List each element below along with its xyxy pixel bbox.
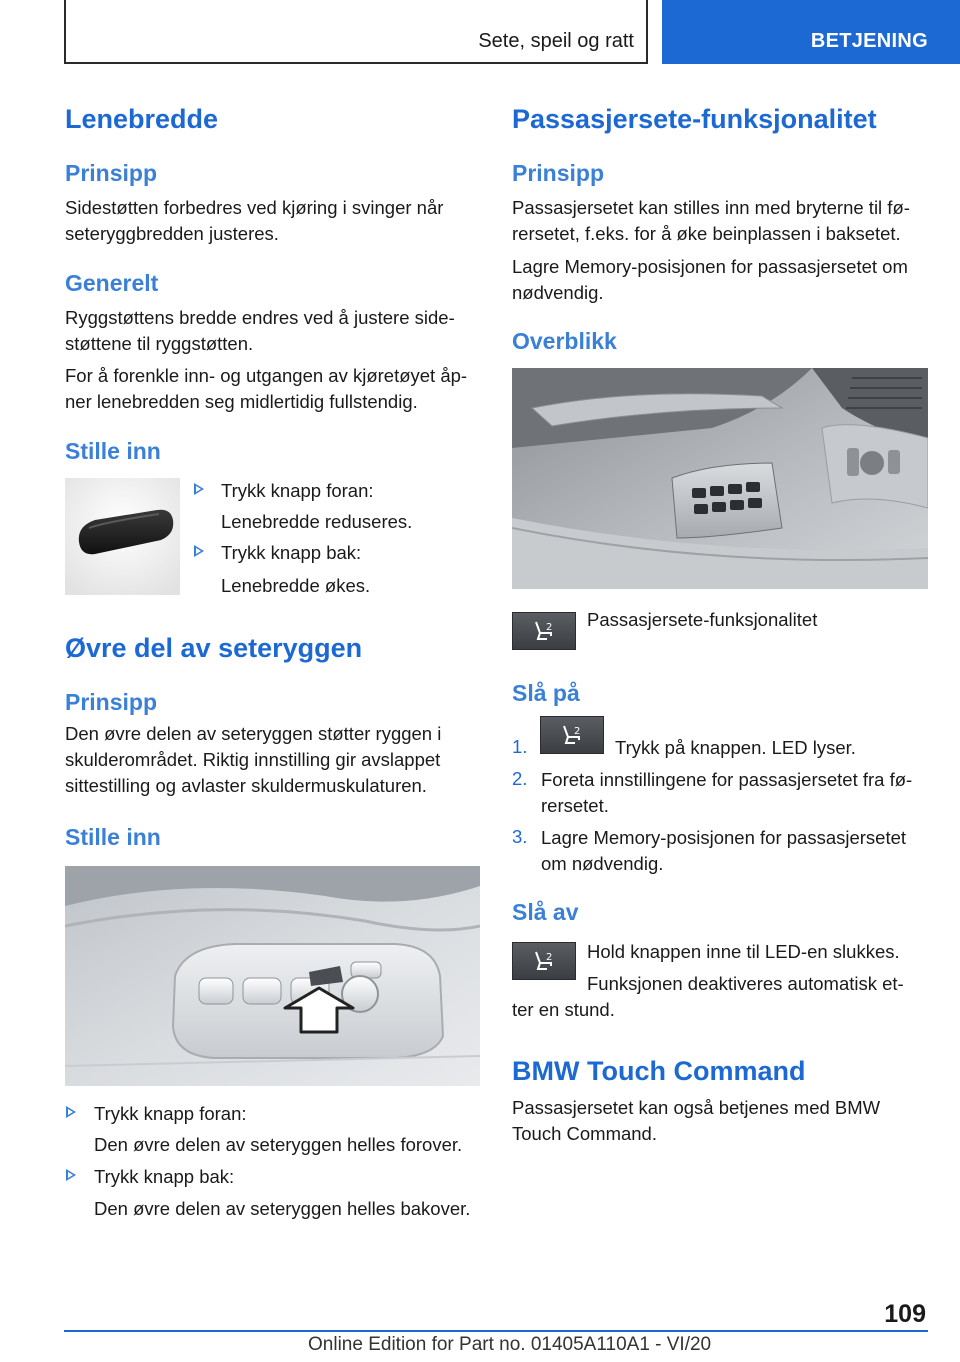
text-generelt-2: støttene til ryggstøtten. bbox=[65, 333, 254, 354]
seat-controls-illustration bbox=[65, 866, 480, 1086]
step-3-text-a: Lagre Memory-posisjonen for passasjersetet bbox=[541, 827, 907, 848]
subheading-overblikk: Overblikk bbox=[512, 328, 617, 354]
text-stille-b2-sub: Lenebredde økes. bbox=[221, 575, 371, 596]
text-ovre-1: Den øvre delen av seteryggen støtter ryggen i bbox=[65, 723, 442, 744]
svg-text:2: 2 bbox=[546, 622, 553, 633]
bullet-triangle bbox=[66, 1169, 76, 1181]
sla-av-text-3: ter en stund. bbox=[512, 999, 615, 1020]
text-pass-2: rersetet, f.eks. for å øke beinplassen i baksetet. bbox=[512, 223, 901, 244]
page-number: 109 bbox=[884, 1300, 926, 1328]
text-pass-1: Passasjersetet kan stilles inn med bryterne til fø- bbox=[512, 197, 910, 218]
heading-passasjersete: Passasjersete-funksjonalitet bbox=[512, 104, 877, 134]
step-number-2: 2. bbox=[512, 768, 528, 789]
subheading-prinsipp-1: Prinsipp bbox=[65, 160, 158, 186]
subheading-generelt: Generelt bbox=[65, 270, 159, 296]
lenebredde-button-image bbox=[65, 478, 180, 595]
bullet-triangle bbox=[66, 1106, 76, 1118]
text-stille-b1-sub: Lenebredde reduseres. bbox=[221, 511, 413, 532]
door-panel-illustration bbox=[512, 368, 928, 589]
heading-ovre-del: Øvre del av seteryggen bbox=[65, 633, 363, 663]
header-chapter-box bbox=[662, 0, 960, 64]
step-number-1: 1. bbox=[512, 736, 528, 757]
passenger-seat-icon bbox=[512, 942, 576, 980]
step-2-text-a: Foreta innstillingene for passasjersetet fra fø- bbox=[541, 769, 913, 790]
bullet-triangle bbox=[194, 483, 204, 495]
text-ovre-2: skulderområdet. Riktig innstilling gir avslappet bbox=[65, 749, 441, 770]
text-ovre-b1: Trykk knapp foran: bbox=[94, 1103, 247, 1124]
footer-edition: Online Edition for Part no. 01405A110A1 - VI/20 bbox=[308, 1334, 712, 1355]
header-section-title: Sete, speil og ratt bbox=[478, 30, 634, 52]
step-number-3: 3. bbox=[512, 826, 528, 847]
text-ovre-b1-sub: Den øvre delen av seteryggen helles forover. bbox=[94, 1134, 463, 1155]
header-section-box bbox=[64, 0, 648, 64]
text-stille-b2: Trykk knapp bak: bbox=[221, 542, 362, 563]
text-generelt-4: ner lenebredden seg midlertidig fullstendig. bbox=[65, 391, 418, 412]
passenger-seat-icon bbox=[512, 612, 576, 650]
sla-av-text-2: Funksjonen deaktiveres automatisk et- bbox=[587, 973, 904, 994]
heading-bmw-touch-command: BMW Touch Command bbox=[512, 1056, 806, 1086]
subheading-prinsipp-2: Prinsipp bbox=[65, 689, 158, 715]
bmw-text-1: Passasjersetet kan også betjenes med BMW bbox=[512, 1097, 881, 1118]
text-prinsipp-1b: seteryggbredden justeres. bbox=[65, 223, 279, 244]
icon-caption: Passasjersete-funksjonalitet bbox=[587, 609, 818, 630]
text-ovre-b2: Trykk knapp bak: bbox=[94, 1166, 235, 1187]
subheading-stille-inn-1: Stille inn bbox=[65, 438, 161, 464]
bullet-triangle bbox=[194, 545, 204, 557]
text-ovre-b2-sub: Den øvre delen av seteryggen helles bakover. bbox=[94, 1198, 471, 1219]
door-panel-image bbox=[512, 368, 928, 589]
footer-divider bbox=[64, 1330, 928, 1332]
text-generelt-1: Ryggstøttens bredde endres ved å justere side- bbox=[65, 307, 455, 328]
header-chapter-title: BETJENING bbox=[810, 30, 928, 52]
text-generelt-3: For å forenkle inn- og utgangen av kjøretøyet åp- bbox=[65, 365, 468, 386]
subheading-sla-av: Slå av bbox=[512, 899, 579, 925]
text-pass-3: Lagre Memory-posisjonen for passasjersetet om bbox=[512, 256, 908, 277]
step-3-text-b: om nødvendig. bbox=[541, 853, 664, 874]
seat-controls-image bbox=[65, 866, 480, 1086]
passenger-seat-icon bbox=[540, 716, 604, 754]
subheading-prinsipp-3: Prinsipp bbox=[512, 160, 605, 186]
svg-text:2: 2 bbox=[546, 952, 553, 963]
step-2-text-b: rersetet. bbox=[541, 795, 609, 816]
text-pass-4: nødvendig. bbox=[512, 282, 604, 303]
sla-av-text-1: Hold knappen inne til LED-en slukkes. bbox=[587, 941, 900, 962]
subheading-stille-inn-2: Stille inn bbox=[65, 824, 161, 850]
step-1-text: Trykk på knappen. LED lyser. bbox=[615, 737, 856, 758]
bmw-text-2: Touch Command. bbox=[512, 1123, 657, 1144]
subheading-sla-pa: Slå på bbox=[512, 680, 580, 706]
svg-text:2: 2 bbox=[574, 726, 581, 737]
lenebredde-button-illustration bbox=[65, 478, 180, 595]
heading-lenebredde: Lenebredde bbox=[65, 104, 219, 134]
text-prinsipp-1a: Sidestøtten forbedres ved kjøring i svinger når bbox=[65, 197, 444, 218]
text-ovre-3: sittestilling og avlaster skuldermuskulaturen. bbox=[65, 775, 427, 796]
text-stille-b1: Trykk knapp foran: bbox=[221, 480, 374, 501]
